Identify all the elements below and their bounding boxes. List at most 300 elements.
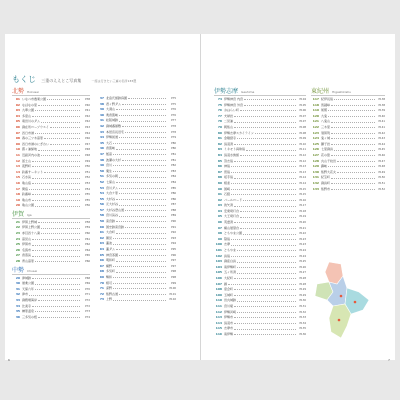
entry-name: 花の窟 [321,152,331,157]
entry-number: 117 [312,97,319,101]
entry-page: P128 [299,282,306,286]
entry-number: 113 [215,315,222,320]
entry-name: ともやま公園 [224,231,243,236]
entry-page: P105 [299,103,306,107]
entry-name: 大洞山 [106,107,116,112]
entry-name: 亀山宿 [22,180,32,185]
entry-name: 馬越峠 [321,102,331,107]
section-heading-naka [12,267,90,275]
entry-number: 95 [217,214,222,219]
entry-number: 51 [99,174,104,179]
entry-page: P75 [171,102,176,106]
entry-page: P151 [378,181,385,185]
entry-page: P93 [171,236,176,240]
leader-dots [234,295,296,296]
entry-name: 御城番屋敷 [106,123,122,128]
leader-dots [234,122,296,123]
entry-number: 11 [15,152,20,157]
entry-name: 波瀬の大杉 [106,157,122,162]
entry-number: 123 [312,130,319,135]
leader-dots [125,132,166,133]
entry-number: 31 [15,286,20,291]
entry-name: 浜島 [224,253,231,258]
entry-page: P46 [85,137,90,141]
entry-number: 17 [15,186,20,191]
section-heading-higashi [311,88,385,96]
leader-dots [331,127,375,128]
leader-dots [234,278,296,279]
leader-dots [38,222,80,223]
entry-name: いなべ市農業公園 [22,97,47,101]
entry-page: P113 [299,165,306,169]
leader-dots [119,294,166,295]
leader-dots [331,155,375,156]
entry-number: 24 [15,236,20,241]
leader-dots [237,262,296,263]
page-gutter [200,34,201,360]
leader-dots [32,306,80,307]
entry-name: 南伊勢町 [224,264,237,269]
leader-dots [331,133,375,134]
leader-dots [125,227,166,228]
leader-dots [116,261,166,262]
leader-dots [246,150,296,151]
entry-name: 明和町 [106,258,116,263]
leader-dots [41,233,80,234]
entry-name: 勢和 [106,275,113,279]
entry-name: 紀伊長島 [321,97,334,101]
leader-dots [38,105,80,106]
leader-dots [234,161,296,162]
leader-dots [240,228,296,229]
leader-dots [119,121,166,122]
entry-page: P86 [171,192,176,196]
entry-name: 伊勢神宮 内宮 [224,97,243,101]
leader-dots [119,115,166,116]
entry-number: 14 [15,169,20,174]
toc-entry[interactable] [214,332,306,338]
entry-name: 石鏡 [224,192,231,197]
entry-number: 35 [15,309,20,314]
entry-page: P76 [171,113,176,117]
leader-dots [50,127,80,128]
toc-entry[interactable] [96,297,176,303]
entry-page: P101 [169,292,176,296]
entry-number: 26 [15,247,20,252]
entry-number: 54 [99,191,104,196]
entry-name: 安乗埼灯台 [224,208,240,213]
leader-dots [334,99,375,100]
entry-number: 74 [217,97,222,101]
entry-page: P113 [299,170,306,174]
entry-name: 霞ヶ浦緑地 [22,147,38,152]
entry-name: 朝熊山 [224,124,234,129]
leader-dots [113,238,166,239]
entry-number: 112 [215,309,222,314]
entry-name: 深野 [106,286,113,291]
entry-number: 102 [215,253,222,258]
leader-dots [231,239,296,240]
leader-dots [116,109,166,110]
leader-dots [331,189,375,190]
entry-number: 105 [215,270,222,275]
entry-number: 49 [99,163,104,168]
entry-number: 122 [312,124,319,129]
entry-page: P81 [171,152,176,156]
leader-dots [234,206,296,207]
entry-page: P138 [378,98,385,101]
entry-number: 41 [99,118,104,123]
entry-page: P135 [299,327,306,331]
leader-dots [122,160,166,161]
leader-dots [237,301,296,302]
entry-name: 的矢湾 [224,203,234,208]
entry-page: P42 [85,120,90,124]
entry-name: 志摩 [224,242,231,247]
entry-number: 107 [215,281,222,286]
entry-name: 玉城町 [224,292,234,297]
entry-page: P73 [85,310,90,314]
leader-dots [240,155,296,156]
entry-page: P134 [299,321,306,325]
entry-number: 28 [15,259,20,264]
entry-page: P58 [85,220,90,224]
entry-page: P75 [171,97,176,100]
entry-name: 宮川渓谷 [106,213,119,218]
entry-page: P71 [85,293,90,297]
leader-dots [234,323,296,324]
entry-page: P107 [299,120,306,124]
leader-dots [113,154,166,155]
entry-name: 瀞峡 [321,164,328,169]
entry-number: 128 [312,158,319,163]
leader-dots [240,217,296,218]
entry-page: P72 [85,299,90,302]
entry-number: 44 [99,135,104,140]
entry-number: 60 [99,224,104,229]
entry-page: P56 [85,204,90,208]
entry-name: 御座白浜 [224,259,237,264]
entry-name: 相差 [224,180,231,185]
entry-page: P68 [85,276,90,280]
entry-page: P66 [85,260,90,264]
entry-name: 伊賀上野公園 [22,225,41,230]
entry-name: 八鬼山 [321,119,331,124]
leader-dots [32,178,80,179]
entry-page: P74 [85,315,90,319]
leader-dots [234,289,296,290]
entry-name: 御殿場海岸 [22,298,38,302]
leader-dots [234,116,296,117]
entry-name: 伊勢河崎 [224,309,237,314]
entry-number: 76 [217,108,222,113]
entry-number: 81 [217,136,222,141]
entry-page: P118 [299,209,306,213]
entry-name: 坂手島 [224,175,234,180]
entry-name: 蓮池 [106,241,113,246]
map-region-higashi [329,304,351,338]
entry-name: 大石 [106,140,113,145]
entry-name: 三木里 [321,124,331,129]
entry-name: 二見浦 [224,119,234,124]
entry-number: 82 [217,141,222,146]
entry-name: 蓮ダム [106,247,116,252]
entry-name: 赤目四十八滝 [22,231,41,236]
entry-number: 48 [99,157,104,162]
leader-dots [32,278,80,279]
entry-page: P121 [299,226,306,230]
entry-name: 大杉谷 [106,196,116,201]
entry-page: P122 [299,232,306,236]
entry-name: 伊勢街道 [106,135,119,140]
leader-dots [32,194,80,195]
section-heading-kita [12,88,90,96]
entry-number: 67 [99,263,104,268]
leader-dots [44,138,80,139]
entry-name: 神宮茶園 [106,252,119,257]
entry-page: P117 [299,204,306,208]
leader-dots [35,206,80,207]
section-title-en: Chusei [27,268,38,273]
entry-page: P136 [299,332,306,336]
entry-name: 津市 [22,292,29,297]
entry-page: P84 [171,180,176,184]
entry-page: P64 [85,248,90,252]
entry-name: 竜田川のダム [22,119,41,124]
column-3 [214,86,306,338]
entry-number: 114 [215,320,222,325]
entry-page: P97 [171,259,176,263]
leader-dots [231,194,296,195]
entry-number: 12 [15,158,20,163]
entry-page: P80 [171,147,176,151]
entry-name: 比美寺 [22,303,32,308]
leader-dots [35,133,80,134]
entry-name: 多度山 [22,113,32,118]
leader-dots [122,126,166,127]
entry-page: P106 [299,109,306,113]
entry-number: 34 [15,303,20,308]
entry-number: 37 [99,96,104,100]
leader-dots [38,300,80,301]
entry-number: 121 [312,119,319,124]
entry-name: 七保山 [106,179,116,184]
leader-dots [244,105,296,106]
entry-number: 73 [99,297,104,302]
leader-dots [331,105,375,106]
leader-dots [119,255,166,256]
entry-page: P100 [169,287,176,291]
entry-number: 65 [99,252,104,257]
entry-page: P123 [299,237,306,241]
entry-page: P42 [85,114,90,118]
entry-name: 伊賀市 [22,242,32,247]
entry-number: 83 [217,147,222,152]
leader-dots [334,150,375,151]
entry-number: 36 [15,314,20,319]
leader-dots [337,161,375,162]
entry-page: P114 [299,176,306,180]
entry-name: 鳥羽市 [224,320,234,325]
entry-number: 39 [99,107,104,112]
entry-number: 133 [312,186,319,191]
entry-name: 御浜町 [321,180,331,185]
leader-dots [237,250,296,251]
section-title: 東紀州 [311,88,330,95]
entry-number: 132 [312,180,319,185]
leader-dots [116,199,166,200]
entry-number: 104 [215,264,222,269]
entry-number: 131 [312,175,319,180]
entry-name: 鈴鹿サーキット [22,169,43,174]
entry-number: 20 [15,203,20,208]
leader-dots [35,311,80,312]
entry-name: 熊野古道 [106,291,119,296]
entry-number: 59 [99,219,104,224]
entry-page: P79 [171,136,176,140]
entry-page: P48 [85,153,90,157]
entry-number: 119 [312,108,319,113]
leader-dots [234,317,296,318]
leader-dots [113,165,166,166]
entry-name: 熊野市 [321,186,331,191]
entry-number: 115 [215,326,222,331]
entry-page: P90 [171,220,176,224]
entry-number: 23 [15,231,20,236]
entry-name: 志摩市 [224,326,234,331]
toc-header [12,74,136,84]
entry-name: 錦 [224,281,228,286]
entry-number: 69 [99,275,104,279]
entry-page: P78 [171,130,176,134]
page-number-left: 6 [8,358,10,362]
leader-dots [35,110,80,111]
entry-number: 43 [99,129,104,134]
leader-dots [119,177,166,178]
entry-number: 30 [15,281,20,286]
entry-page: P108 [299,125,306,129]
entry-number: 01 [15,97,20,101]
section-title: 北勢 [12,88,25,95]
leader-dots [237,273,296,274]
entry-page: P80 [171,141,176,145]
toc-entry[interactable] [311,187,385,193]
entry-page: P125 [299,260,306,264]
entry-page: P130 [299,299,306,303]
entry-page: P53 [85,181,90,185]
entry-name: 天保六年 [22,286,35,291]
entry-number: 05 [15,119,20,124]
leader-dots [331,178,375,179]
leader-dots [116,182,166,183]
entry-page: P98 [171,276,176,279]
entry-name: 多気町 [106,269,116,274]
entry-number: 106 [215,276,222,280]
leader-dots [119,216,166,217]
leader-dots [50,144,80,145]
entry-number: 89 [217,180,222,185]
leader-dots [234,222,296,223]
entry-number: 118 [312,102,319,107]
toc-entry[interactable] [12,259,90,265]
entry-page: P61 [85,237,90,241]
leader-dots [237,138,296,139]
entry-page: P51 [85,170,90,174]
leader-dots [113,266,166,267]
map-marker [338,319,341,322]
entry-page: P126 [299,265,306,269]
entry-name: 三多気の桜 [22,314,38,319]
leader-dots [113,143,166,144]
entry-page: P87 [171,203,176,207]
entry-name: 大台町 [106,230,116,235]
entry-name: 丸山千枚田 [321,158,337,163]
toc-entry[interactable] [12,203,90,209]
entry-name: 青山高原 [22,259,35,264]
leader-dots [119,193,166,194]
leader-dots [35,284,80,285]
entry-page: P107 [299,114,306,118]
entry-number: 86 [217,164,222,169]
entry-name: 五ヶ所湾 [224,270,237,275]
entry-number: 70 [99,280,104,285]
entry-name: 大台ケ原 [106,191,119,196]
entry-number: 53 [99,185,104,190]
section-title: 中勢 [12,266,25,274]
entry-page: P124 [299,249,306,253]
entry-number: 62 [99,235,104,240]
entry-name: 大杉谷登山道 [106,207,125,212]
map-marker [340,295,343,298]
leader-dots [231,189,296,190]
entry-name: 斎宮跡 [106,219,116,224]
entry-number: 32 [15,292,20,297]
entry-page: P108 [299,131,306,135]
leader-dots [231,166,296,167]
entry-number: 84 [217,152,222,157]
leader-dots [240,110,296,111]
entry-number: 38 [99,101,104,106]
entry-page: P145 [378,148,385,152]
page-number-right: 7 [388,358,390,362]
entry-number: 16 [15,180,20,185]
column-1 [12,86,90,320]
entry-page: P140 [378,114,385,118]
entry-number: 52 [99,179,104,184]
leader-dots [119,205,166,206]
map-marker [354,301,357,304]
entry-name: おはらい町 [224,108,240,113]
entry-page: P78 [171,124,176,128]
entry-name: 相可 [106,280,113,285]
entry-name: 紀宝町 [321,175,331,180]
entry-name: 獅子岩 [321,141,331,146]
entry-number: 85 [217,158,222,163]
entry-name: 熊野大花火 [321,169,337,174]
leader-dots [240,211,296,212]
leader-dots [38,317,80,318]
leader-dots [113,300,166,301]
leader-dots [41,122,80,123]
leader-dots [237,267,296,268]
leader-dots [116,272,166,273]
toc-entry[interactable] [12,315,90,321]
leader-dots [331,122,375,123]
entry-name: 名張市 [22,247,32,252]
entry-page: P109 [299,137,306,141]
entry-page: P50 [85,165,90,169]
section-title-en: Iseshima [241,90,255,94]
